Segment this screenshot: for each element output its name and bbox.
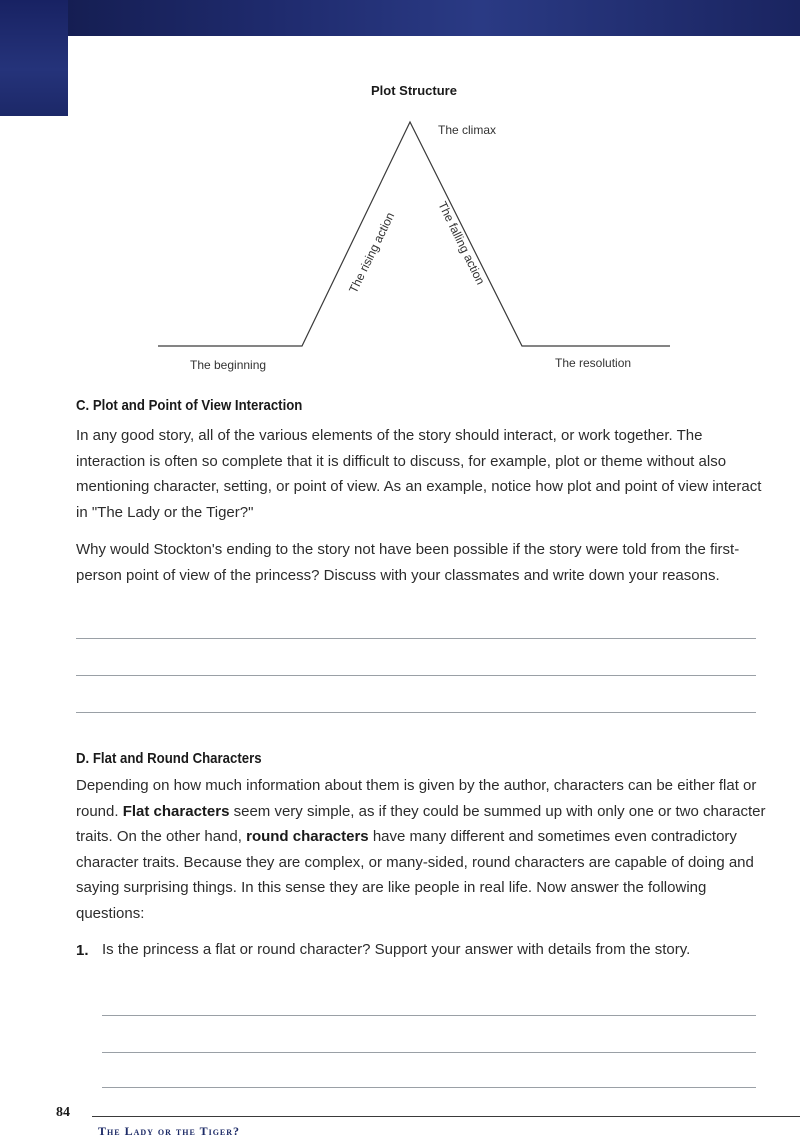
question-1-number: 1.	[76, 942, 89, 959]
answer-line[interactable]	[102, 1087, 756, 1088]
top-decorative-band	[0, 0, 800, 36]
rising-action-label: The rising action	[346, 210, 398, 296]
answer-line[interactable]	[76, 675, 756, 676]
climax-label: The climax	[438, 123, 497, 137]
section-d-paragraph	[76, 773, 766, 926]
falling-action-label: The falling action	[435, 199, 488, 287]
answer-line[interactable]	[76, 712, 756, 713]
section-d-text-end: have many different and sometimes even contradictory character traits. Because they are complex, or many-sided, round characters are capable of doing and saying surprising things. In this sense they are like people in real life. Now answer the following questions:	[76, 828, 754, 922]
round-characters-term: round characters	[246, 828, 369, 845]
answer-line[interactable]	[102, 1015, 756, 1016]
question-1-text: Is the princess a flat or round character? Support your answer with details from the story.	[102, 941, 691, 958]
section-d-text-start: Depending on how much information about them is given by the author, characters can be either flat or round.	[76, 777, 757, 820]
plot-structure-diagram	[0, 70, 800, 390]
resolution-label: The resolution	[555, 356, 632, 370]
beginning-label: The beginning	[190, 358, 267, 372]
answer-line[interactable]	[76, 638, 756, 639]
section-d-heading: D. Flat and Round Characters	[76, 750, 262, 767]
section-c-paragraph-1: In any good story, all of the various elements of the story should interact, or work together. The interaction is often so complete that it is difficult to discuss, for example, plot or theme without also mentioning character, setting, or point of view. As an example, notice how plot and point of view interact in "The Lady or the Tiger?"	[76, 427, 762, 521]
flat-characters-term: Flat characters	[122, 802, 230, 820]
plot-structure-line	[158, 122, 670, 346]
answer-line[interactable]	[102, 1052, 756, 1053]
page-number: 84	[56, 1105, 70, 1120]
section-c-paragraph-2: Why would Stockton's ending to the story not have been possible if the story were told from the first-person point of view of the princess? Discuss with your classmates and write down your reasons.	[76, 541, 740, 584]
section-d-text-mid: seem very simple, as if they could be summed up with only one or two character traits. On the other hand,	[76, 802, 766, 845]
diagram-title: Plot Structure	[371, 83, 457, 98]
section-c-heading: C. Plot and Point of View Interaction	[76, 397, 303, 414]
footer-rule	[92, 1116, 800, 1117]
running-title: The Lady or the Tiger?	[98, 1124, 241, 1138]
